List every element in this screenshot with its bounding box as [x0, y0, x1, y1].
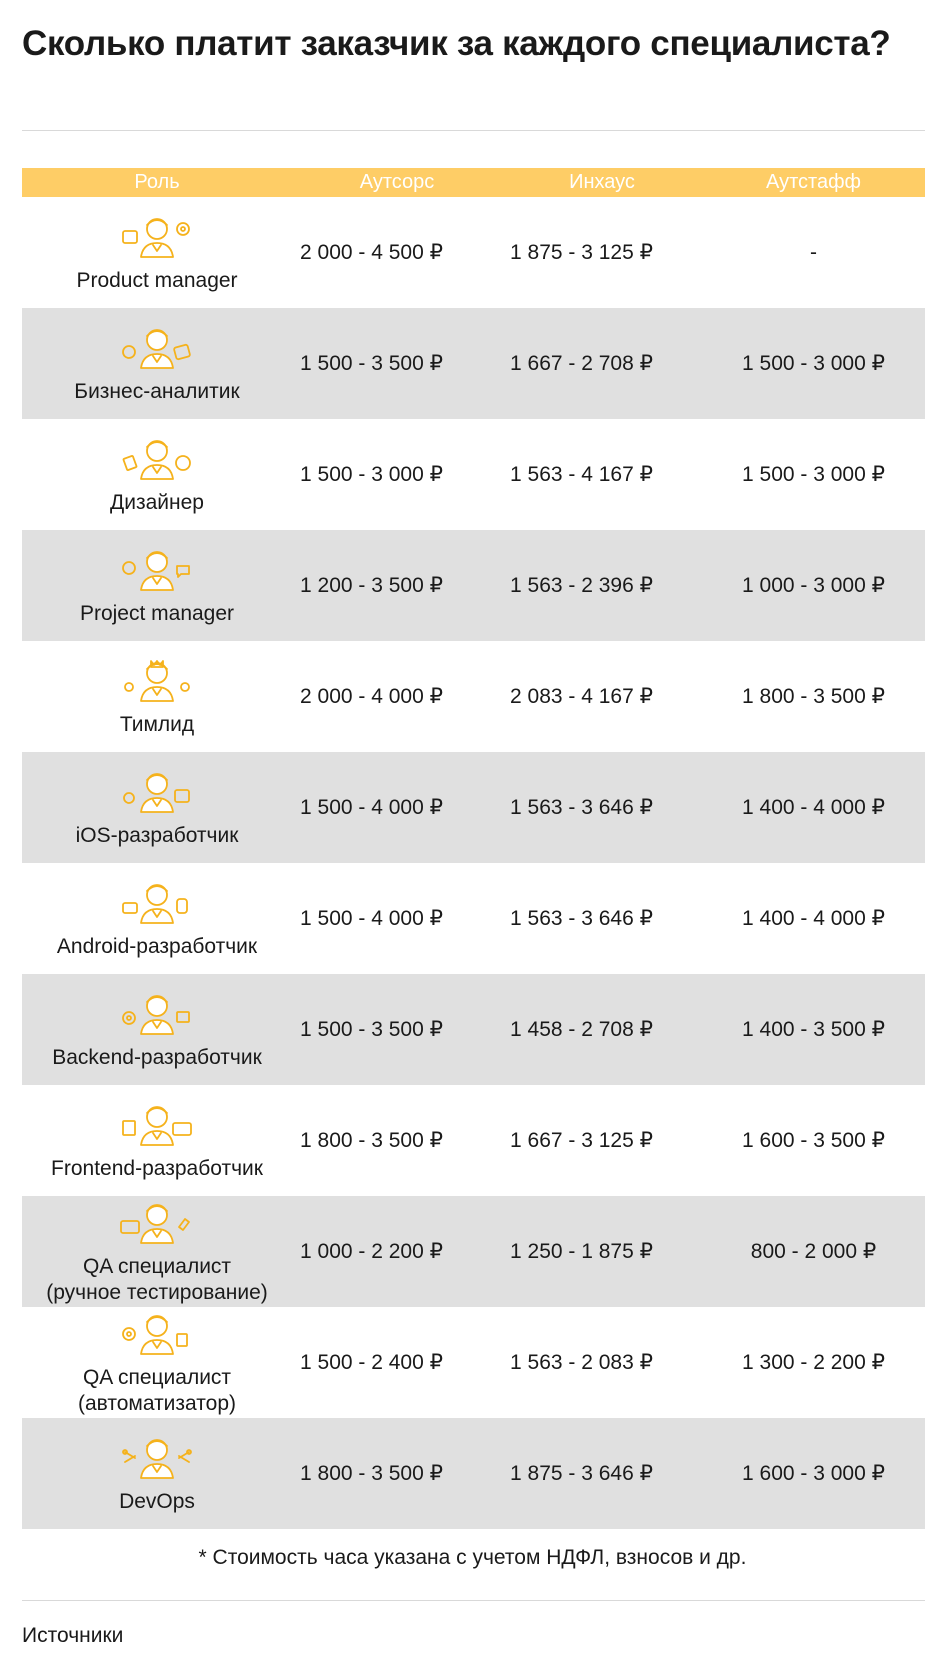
- table-row: [22, 197, 925, 308]
- top-divider: [22, 130, 925, 131]
- backend-developer-icon: [119, 988, 195, 1045]
- table-body: [22, 197, 925, 1529]
- bottom-divider: [22, 1600, 925, 1601]
- inhouse-price: 1 563 - 2 396 ₽: [510, 574, 653, 597]
- role-name: Project manager: [79, 602, 235, 625]
- role-name: iOS-разработчик: [75, 824, 239, 847]
- outstaff-price: 1 000 - 3 000 ₽: [742, 574, 885, 597]
- inhouse-price: 1 250 - 1 875 ₽: [510, 1240, 653, 1263]
- sources-link[interactable]: Источники: [22, 1624, 124, 1647]
- role-cell: [22, 1196, 292, 1307]
- role-name: QA специалист: [82, 1366, 232, 1389]
- header-role: Роль: [134, 171, 180, 193]
- outstaff-price: 1 400 - 3 500 ₽: [742, 1018, 885, 1041]
- outsource-price: 1 800 - 3 500 ₽: [300, 1462, 443, 1485]
- role-cell: [22, 1307, 292, 1418]
- business-analyst-icon: [119, 322, 195, 379]
- role-cell: [22, 863, 292, 974]
- role-name: Backend-разработчик: [52, 1046, 262, 1069]
- page-title: Сколько платит заказчик за каждого специалиста?: [22, 24, 891, 63]
- table-row: [22, 752, 925, 863]
- outsource-price: 1 500 - 3 500 ₽: [300, 352, 443, 375]
- outsource-price: 1 000 - 2 200 ₽: [300, 1240, 443, 1263]
- qa-manual-icon: [119, 1197, 195, 1254]
- inhouse-price: 1 458 - 2 708 ₽: [510, 1018, 653, 1041]
- role-name: QA специалист: [82, 1255, 232, 1278]
- inhouse-price: 2 083 - 4 167 ₽: [510, 685, 653, 708]
- role-cell: [22, 641, 292, 752]
- role-cell: [22, 1085, 292, 1196]
- inhouse-price: 1 875 - 3 125 ₽: [510, 241, 653, 264]
- designer-icon: [119, 433, 195, 490]
- table-row: [22, 530, 925, 641]
- table-row: [22, 1085, 925, 1196]
- role-cell: [22, 308, 292, 419]
- inhouse-price: 1 563 - 3 646 ₽: [510, 907, 653, 930]
- outstaff-price: 1 500 - 3 000 ₽: [742, 463, 885, 486]
- outsource-price: 1 500 - 3 000 ₽: [300, 463, 443, 486]
- outsource-price: 1 200 - 3 500 ₽: [300, 574, 443, 597]
- inhouse-price: 1 563 - 2 083 ₽: [510, 1351, 653, 1374]
- team-lead-icon: [119, 655, 195, 712]
- inhouse-price: 1 667 - 3 125 ₽: [510, 1129, 653, 1152]
- role-name: Тимлид: [119, 713, 195, 736]
- outsource-price: 2 000 - 4 000 ₽: [300, 685, 443, 708]
- outstaff-price: 800 - 2 000 ₽: [750, 1240, 877, 1263]
- ios-developer-icon: [119, 766, 195, 823]
- price-table: [22, 168, 925, 1529]
- table-row: [22, 974, 925, 1085]
- outsource-price: 1 500 - 2 400 ₽: [300, 1351, 443, 1374]
- role-name: Product manager: [76, 269, 238, 292]
- role-cell: [22, 197, 292, 308]
- inhouse-price: 1 563 - 3 646 ₽: [510, 796, 653, 819]
- role-name: Android-разработчик: [56, 935, 258, 958]
- frontend-developer-icon: [119, 1099, 195, 1156]
- outstaff-price: 1 400 - 4 000 ₽: [742, 796, 885, 819]
- inhouse-price: 1 563 - 4 167 ₽: [510, 463, 653, 486]
- table-row: [22, 641, 925, 752]
- table-row: [22, 1418, 925, 1529]
- role-name: DevOps: [119, 1490, 195, 1513]
- role-cell: [22, 530, 292, 641]
- outstaff-price: 1 500 - 3 000 ₽: [742, 352, 885, 375]
- project-manager-icon: [119, 544, 195, 601]
- role-name: Дизайнер: [110, 491, 204, 514]
- qa-automation-icon: [119, 1308, 195, 1365]
- table-row: [22, 1307, 925, 1418]
- role-name: Frontend-разработчик: [51, 1157, 263, 1180]
- outsource-price: 1 800 - 3 500 ₽: [300, 1129, 443, 1152]
- header-inhouse: Инхаус: [569, 171, 635, 193]
- outstaff-price: 1 600 - 3 000 ₽: [742, 1462, 885, 1485]
- role-cell: [22, 974, 292, 1085]
- outsource-price: 2 000 - 4 500 ₽: [300, 241, 443, 264]
- outsource-price: 1 500 - 3 500 ₽: [300, 1018, 443, 1041]
- header-outstaff: Аутстафф: [765, 171, 862, 193]
- footnote: * Стоимость часа указана с учетом НДФЛ, взносов и др.: [198, 1546, 747, 1569]
- header-outsource: Аутсорс: [359, 171, 435, 193]
- table-row: [22, 863, 925, 974]
- role-cell: [22, 1418, 292, 1529]
- table-row: [22, 308, 925, 419]
- table-row: [22, 419, 925, 530]
- role-name-detail: (автоматизатор): [77, 1392, 236, 1415]
- devops-icon: [119, 1432, 195, 1489]
- outstaff-price: 1 600 - 3 500 ₽: [742, 1129, 885, 1152]
- android-developer-icon: [119, 877, 195, 934]
- outsource-price: 1 500 - 4 000 ₽: [300, 907, 443, 930]
- role-cell: [22, 419, 292, 530]
- outstaff-price: 1 400 - 4 000 ₽: [742, 907, 885, 930]
- role-cell: [22, 752, 292, 863]
- table-header: [22, 168, 925, 197]
- inhouse-price: 1 667 - 2 708 ₽: [510, 352, 653, 375]
- product-manager-icon: [119, 211, 195, 268]
- role-name: Бизнес-аналитик: [74, 380, 240, 403]
- outstaff-price: 1 300 - 2 200 ₽: [742, 1351, 885, 1374]
- outstaff-price: -: [810, 240, 817, 264]
- outsource-price: 1 500 - 4 000 ₽: [300, 796, 443, 819]
- table-row: [22, 1196, 925, 1307]
- inhouse-price: 1 875 - 3 646 ₽: [510, 1462, 653, 1485]
- role-name-detail: (ручное тестирование): [46, 1281, 268, 1304]
- outstaff-price: 1 800 - 3 500 ₽: [742, 685, 885, 708]
